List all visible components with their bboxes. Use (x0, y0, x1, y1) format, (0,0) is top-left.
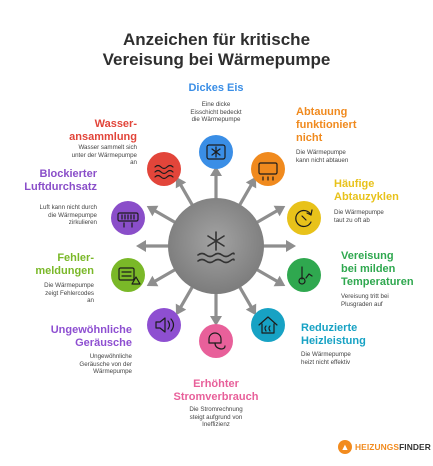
item-label-line: Abtauzyklen (334, 191, 399, 203)
item-description (190, 101, 241, 124)
item-label-line: ansammlung (69, 131, 137, 143)
item-label (174, 378, 259, 404)
item-description-line: Eisschicht bedeckt (190, 108, 242, 116)
item-node (147, 308, 181, 342)
item-node (251, 152, 285, 186)
item-description-line: die Wärmepumpe (48, 211, 97, 219)
item-node (287, 258, 321, 292)
item-description-line: zirkulieren (68, 219, 97, 227)
item-label-line: Heizleistung (301, 335, 366, 347)
item-description (72, 144, 137, 167)
arrow (176, 284, 194, 315)
item-description-line: Vereisung tritt bei (341, 293, 389, 300)
arrow (254, 206, 285, 224)
item-description-line: die Wärmepumpe (191, 116, 241, 124)
node-circle (111, 258, 145, 292)
item-label-line: Dickes Eis (188, 82, 244, 94)
item-description-line: Luft kann nicht durch (39, 204, 97, 211)
item-label-line: Blockierter (39, 168, 97, 180)
item-description-line: heizt nicht effektiv (301, 358, 351, 366)
arrow (147, 268, 178, 286)
item-description (296, 149, 348, 164)
item-label (341, 250, 414, 289)
logo-part-2: FINDER (399, 442, 431, 452)
item-description-line: Die Wärmepumpe (296, 149, 346, 156)
item-description-line: kann nicht abtauen (296, 156, 349, 164)
arrow (176, 177, 194, 208)
item-label-line: bei milden (341, 263, 396, 275)
item-label-line: funktioniert (296, 119, 357, 131)
arrow (238, 177, 256, 208)
item-label-line: Stromverbrauch (173, 391, 259, 403)
arrow (254, 268, 285, 286)
item-label-line: Häufige (334, 178, 375, 190)
item-description-line: unter der Wärmepumpe (71, 151, 137, 159)
page-title-line-2: Vereisung bei Wärmepumpe (102, 50, 331, 69)
item-description (301, 351, 351, 366)
item-description-line: Ineffizienz (202, 421, 230, 429)
item-label-line: nicht (296, 132, 323, 144)
arrow (210, 166, 222, 202)
node-circle (251, 152, 285, 186)
item-label-line: Abtauung (296, 106, 348, 118)
item-node (111, 258, 145, 292)
item-label-line: Fehler- (57, 252, 94, 264)
arrow (238, 284, 256, 315)
item-label-line: Erhöhter (193, 378, 239, 390)
item-description (79, 353, 132, 376)
logo-part-1: HEIZUNGS (355, 442, 400, 452)
item-node (147, 152, 181, 186)
flame-icon: ▲ (338, 440, 352, 454)
item-description-line: Die Stromrechnung (189, 406, 243, 413)
item-description-line: Die Wärmepumpe (334, 209, 384, 216)
item-description-line: Eine dicke (201, 101, 231, 108)
item-label (24, 168, 97, 194)
item-node (251, 308, 285, 342)
item-description (341, 293, 389, 308)
item-description-line: an (87, 297, 94, 305)
item-label (51, 324, 132, 350)
arrow (210, 290, 222, 326)
item-description (189, 406, 242, 429)
item-description (334, 209, 384, 224)
node-circle (251, 308, 285, 342)
arrow (136, 240, 172, 252)
item-label (301, 322, 366, 348)
item-label-line: Ungewöhnliche (50, 324, 132, 336)
item-node (199, 135, 233, 169)
item-description-line: Wasser sammelt sich (78, 144, 137, 151)
node-circle (287, 258, 321, 292)
arrow (260, 240, 296, 252)
item-label (334, 178, 399, 204)
logo (338, 440, 431, 454)
item-description (44, 282, 94, 305)
item-label-line: Luftdurchsatz (24, 181, 97, 193)
item-label (296, 106, 357, 145)
item-label-line: Wasser- (94, 118, 137, 130)
item-description-line: Geräusche von der (79, 360, 132, 368)
item-label-line: Vereisung (341, 250, 394, 262)
node-circle (147, 308, 181, 342)
item-label (69, 118, 137, 144)
arrow (147, 206, 178, 224)
item-label-line: Reduzierte (301, 322, 358, 334)
item-label-line: Geräusche (75, 337, 132, 349)
page-title-line-1: Anzeichen für kritische (122, 30, 311, 49)
item-description-line: zeigt Fehlercodes (45, 289, 94, 297)
logo-text (355, 442, 431, 452)
item-description-line: steigt aufgrund von (189, 413, 243, 421)
item-description (40, 204, 97, 227)
item-label-line: meldungen (35, 265, 94, 277)
item-description-line: Plusgraden auf (341, 300, 383, 308)
item-label (35, 252, 94, 278)
item-description-line: Ungewöhnliche (89, 353, 132, 360)
item-node (287, 201, 321, 235)
item-label-line: Temperaturen (341, 276, 414, 288)
item-description-line: Die Wärmepumpe (44, 282, 94, 289)
item-description-line: Die Wärmepumpe (301, 351, 351, 358)
item-description-line: Wärmepumpe (93, 368, 132, 376)
item-description-line: an (130, 159, 137, 167)
item-node (111, 201, 145, 235)
node-circle (199, 324, 233, 358)
item-node (199, 324, 233, 358)
item-label (188, 82, 243, 95)
item-description-line: taut zu oft ab (334, 216, 370, 224)
